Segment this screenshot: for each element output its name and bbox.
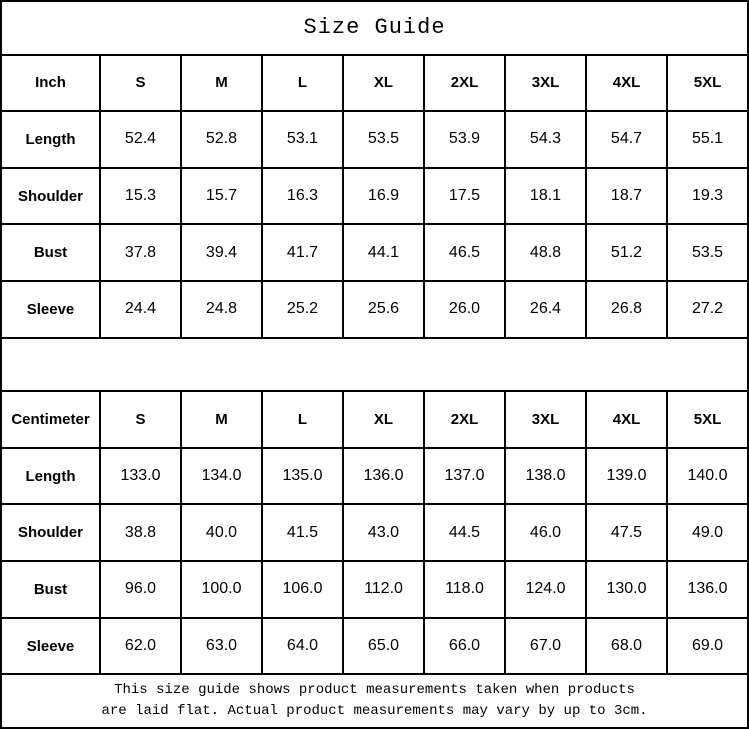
size-value-cell: 41.7 [262, 224, 343, 281]
size-column-header: L [262, 55, 343, 112]
size-value-cell: 138.0 [505, 448, 586, 505]
size-value-cell: 48.8 [505, 224, 586, 281]
size-column-header: 5XL [667, 55, 748, 112]
page-title: Size Guide [1, 1, 748, 55]
size-value-cell: 137.0 [424, 448, 505, 505]
size-value-cell: 69.0 [667, 618, 748, 675]
size-value-cell: 25.6 [343, 281, 424, 338]
footer-note [1, 674, 748, 728]
size-column-header: M [181, 391, 262, 448]
row-label: Length [1, 448, 100, 505]
size-column-header: L [262, 391, 343, 448]
size-value-cell: 15.3 [100, 168, 181, 225]
size-value-cell: 44.5 [424, 504, 505, 561]
size-value-cell: 53.5 [667, 224, 748, 281]
size-value-cell: 40.0 [181, 504, 262, 561]
size-value-cell: 68.0 [586, 618, 667, 675]
size-value-cell: 16.9 [343, 168, 424, 225]
measurement-row [1, 561, 748, 618]
size-column-header: M [181, 55, 262, 112]
size-value-cell: 46.5 [424, 224, 505, 281]
size-value-cell: 24.8 [181, 281, 262, 338]
size-value-cell: 136.0 [667, 561, 748, 618]
measurement-row [1, 504, 748, 561]
row-label: Bust [1, 224, 100, 281]
footer-row [1, 674, 748, 728]
size-value-cell: 64.0 [262, 618, 343, 675]
row-label: Sleeve [1, 281, 100, 338]
size-value-cell: 54.7 [586, 111, 667, 168]
size-value-cell: 44.1 [343, 224, 424, 281]
size-value-cell: 65.0 [343, 618, 424, 675]
size-value-cell: 46.0 [505, 504, 586, 561]
title-row [1, 1, 748, 55]
size-value-cell: 51.2 [586, 224, 667, 281]
inch-size-table [1, 55, 748, 338]
title-section [1, 1, 748, 55]
size-value-cell: 53.5 [343, 111, 424, 168]
measurement-row [1, 281, 748, 338]
size-column-header: XL [343, 55, 424, 112]
size-column-header: 3XL [505, 55, 586, 112]
size-value-cell: 53.9 [424, 111, 505, 168]
size-column-header: 3XL [505, 391, 586, 448]
size-value-cell: 54.3 [505, 111, 586, 168]
size-value-cell: 66.0 [424, 618, 505, 675]
size-value-cell: 18.1 [505, 168, 586, 225]
row-label: Shoulder [1, 504, 100, 561]
unit-header-cell: Inch [1, 55, 100, 112]
size-column-header: 4XL [586, 55, 667, 112]
footer-note-line-1: This size guide shows product measurements taken when products [114, 681, 635, 698]
size-column-header: S [100, 55, 181, 112]
size-value-cell: 118.0 [424, 561, 505, 618]
spacer-section [1, 338, 748, 392]
size-column-header: 4XL [586, 391, 667, 448]
size-value-cell: 52.8 [181, 111, 262, 168]
row-label: Sleeve [1, 618, 100, 675]
size-value-cell: 136.0 [343, 448, 424, 505]
size-value-cell: 47.5 [586, 504, 667, 561]
size-value-cell: 38.8 [100, 504, 181, 561]
size-value-cell: 26.4 [505, 281, 586, 338]
size-value-cell: 106.0 [262, 561, 343, 618]
measurement-row [1, 111, 748, 168]
centimeter-size-table [1, 391, 748, 674]
size-value-cell: 17.5 [424, 168, 505, 225]
size-value-cell: 26.8 [586, 281, 667, 338]
measurement-row [1, 448, 748, 505]
measurement-row [1, 618, 748, 675]
size-value-cell: 52.4 [100, 111, 181, 168]
size-value-cell: 140.0 [667, 448, 748, 505]
size-value-cell: 19.3 [667, 168, 748, 225]
measurement-row [1, 224, 748, 281]
size-value-cell: 112.0 [343, 561, 424, 618]
size-value-cell: 16.3 [262, 168, 343, 225]
size-value-cell: 15.7 [181, 168, 262, 225]
size-value-cell: 24.4 [100, 281, 181, 338]
size-value-cell: 27.2 [667, 281, 748, 338]
size-value-cell: 100.0 [181, 561, 262, 618]
size-value-cell: 96.0 [100, 561, 181, 618]
size-value-cell: 63.0 [181, 618, 262, 675]
header-row [1, 55, 748, 112]
unit-header-cell: Centimeter [1, 391, 100, 448]
footer-note-line-2: are laid flat. Actual product measurements may vary by up to 3cm. [101, 703, 648, 720]
size-value-cell: 18.7 [586, 168, 667, 225]
size-value-cell: 49.0 [667, 504, 748, 561]
size-value-cell: 43.0 [343, 504, 424, 561]
size-value-cell: 135.0 [262, 448, 343, 505]
measurement-row [1, 168, 748, 225]
size-column-header: S [100, 391, 181, 448]
row-label: Bust [1, 561, 100, 618]
size-value-cell: 25.2 [262, 281, 343, 338]
spacer-row [1, 338, 748, 392]
row-label: Length [1, 111, 100, 168]
size-value-cell: 124.0 [505, 561, 586, 618]
header-row [1, 391, 748, 448]
size-value-cell: 26.0 [424, 281, 505, 338]
size-column-header: 2XL [424, 55, 505, 112]
size-value-cell: 55.1 [667, 111, 748, 168]
size-value-cell: 139.0 [586, 448, 667, 505]
size-value-cell: 134.0 [181, 448, 262, 505]
row-label: Shoulder [1, 168, 100, 225]
table-spacer [1, 338, 748, 392]
size-value-cell: 39.4 [181, 224, 262, 281]
size-value-cell: 41.5 [262, 504, 343, 561]
size-value-cell: 133.0 [100, 448, 181, 505]
size-column-header: 2XL [424, 391, 505, 448]
size-value-cell: 67.0 [505, 618, 586, 675]
size-column-header: 5XL [667, 391, 748, 448]
size-value-cell: 53.1 [262, 111, 343, 168]
size-value-cell: 37.8 [100, 224, 181, 281]
size-value-cell: 130.0 [586, 561, 667, 618]
size-value-cell: 62.0 [100, 618, 181, 675]
footer-section [1, 674, 748, 728]
size-column-header: XL [343, 391, 424, 448]
